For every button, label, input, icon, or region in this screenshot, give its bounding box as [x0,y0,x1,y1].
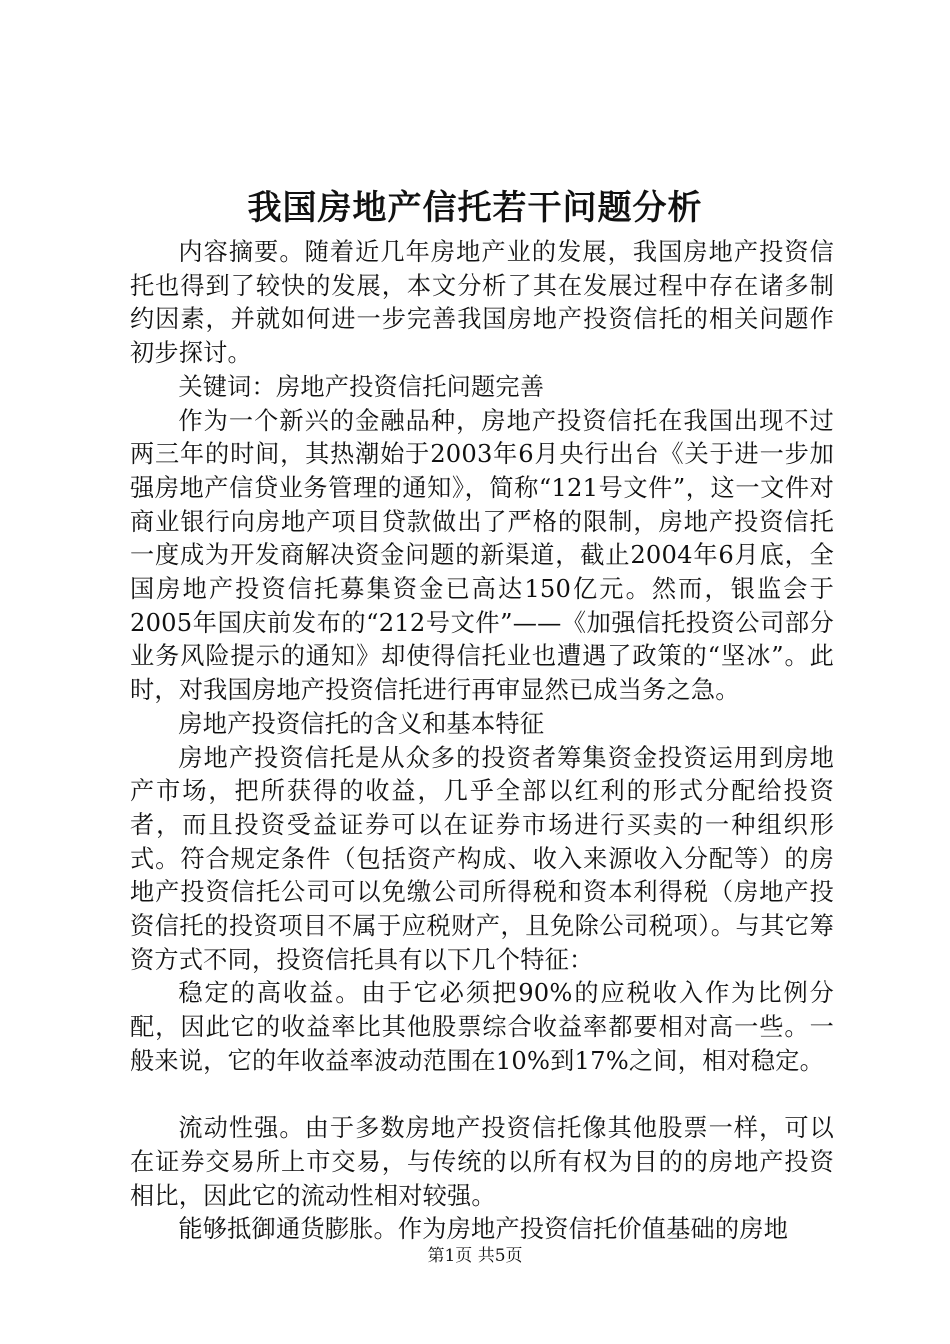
feature-paragraph-stable-income: 稳定的高收益。由于它必须把90%的应税收入作为比例分配，因此它的收益率比其他股票综合收益率都要相对高一些。一般来说，它的年收益率波动范围在10%到17%之间，相对稳定。 [130,979,834,1075]
abstract-paragraph: 内容摘要。随着近几年房地产业的发展，我国房地产投资信托也得到了较快的发展，本文分析了其在发展过程中存在诸多制约因素，并就如何进一步完善我国房地产投资信托的相关问题作初步探讨。 [130,238,834,368]
definition-paragraph: 房地产投资信托是从众多的投资者筹集资金投资运用到房地产市场，把所获得的收益，几乎全部以红利的形式分配给投资者，而且投资受益证券可以在证券市场进行买卖的一种组织形式。符合规定条件（包括资产构成、收入来源收入分配等）的房地产投资信托公司可以免缴公司所得税和资本利得税（房地产投资信托的投资项目不属于应税财产，且免除公司税项）。与其它筹资方式不同，投资信托具有以下几个特征： [130,743,834,974]
section-heading: 房地产投资信托的含义和基本特征 [178,709,545,738]
page-footer: 第1页 共5页 [427,1246,523,1266]
document-body [130,236,834,1247]
keywords-paragraph: 关键词：房地产投资信托问题完善 [178,372,545,401]
document-title: 我国房地产信托若干问题分析 [247,188,703,228]
feature-paragraph-inflation: 能够抵御通货膨胀。作为房地产投资信托价值基础的房地 [178,1215,789,1244]
feature-paragraph-liquidity: 流动性强。由于多数房地产投资信托像其他股票一样，可以在证券交易所上市交易，与传统的以所有权为目的的房地产投资相比，因此它的流动性相对较强。 [130,1114,834,1210]
intro-paragraph: 作为一个新兴的金融品种，房地产投资信托在我国出现不过两三年的时间，其热潮始于2003年6月央行出台《关于进一步加强房地产信贷业务管理的通知》，简称“121号文件”，这一文件对商业银行向房地产项目贷款做出了严格的限制，房地产投资信托一度成为开发商解决资金问题的新渠道，截止2004年6月底，全国房地产投资信托募集资金已高达150亿元。然而，银监会于2005年国庆前发布的“212号文件”——《加强信托投资公司部分业务风险提示的通知》却使得信托业也遭遇了政策的“坚冰”。此时，对我国房地产投资信托进行再审显然已成当务之急。 [130,406,834,705]
